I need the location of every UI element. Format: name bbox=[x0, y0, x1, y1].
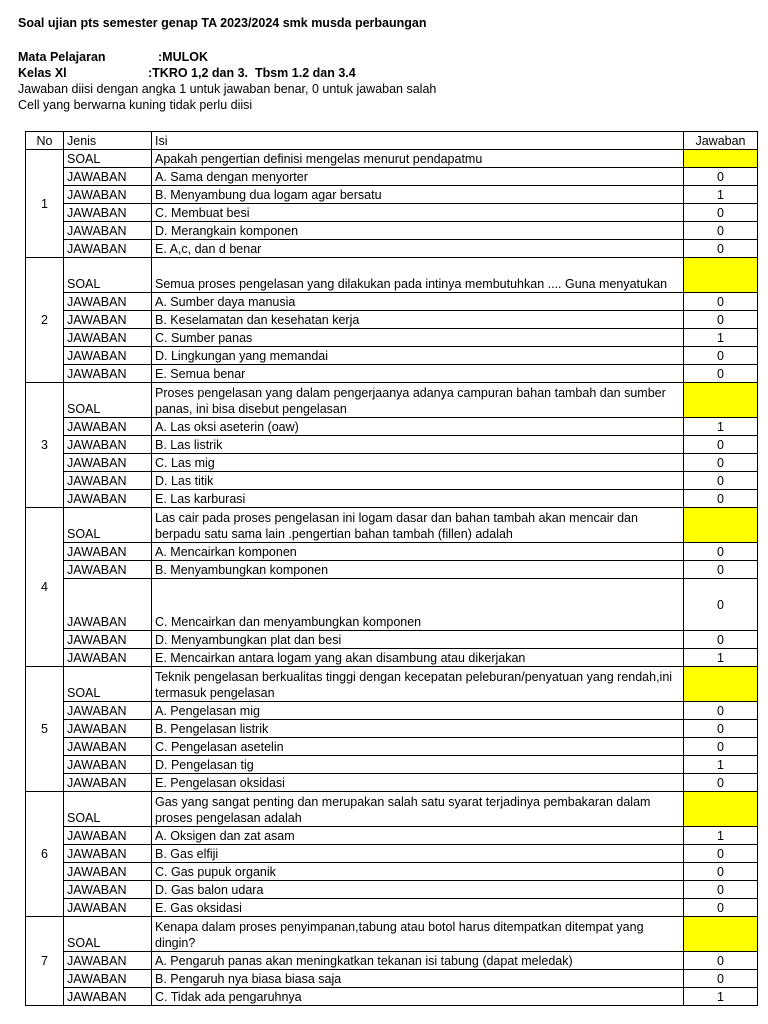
jenis-cell: JAWABAN bbox=[64, 222, 152, 240]
answer-value-cell[interactable]: 0 bbox=[684, 561, 758, 579]
answer-row bbox=[26, 827, 758, 845]
option-text-cell: D. Lingkungan yang memandai bbox=[152, 347, 684, 365]
answer-value-cell[interactable]: 0 bbox=[684, 168, 758, 186]
answer-value-cell[interactable]: 1 bbox=[684, 756, 758, 774]
jenis-cell: JAWABAN bbox=[64, 240, 152, 258]
jenis-cell: SOAL bbox=[64, 508, 152, 543]
option-text-cell: C. Mencairkan dan menyambungkan komponen bbox=[152, 579, 684, 631]
option-text-cell: C. Sumber panas bbox=[152, 329, 684, 347]
highlighted-no-fill-cell bbox=[684, 917, 758, 952]
answer-row bbox=[26, 240, 758, 258]
answer-value-cell[interactable]: 0 bbox=[684, 454, 758, 472]
answer-value-cell[interactable]: 0 bbox=[684, 863, 758, 881]
jenis-cell: JAWABAN bbox=[64, 720, 152, 738]
option-text-cell: E. A,c, dan d benar bbox=[152, 240, 684, 258]
option-text-cell: C. Las mig bbox=[152, 454, 684, 472]
answer-row bbox=[26, 454, 758, 472]
question-text-cell: Las cair pada proses pengelasan ini logam dasar dan bahan tambah akan mencair dan berpadu satu sama lain .pengertian bahan tambah (fillen) adalah bbox=[152, 508, 684, 543]
answer-row bbox=[26, 436, 758, 454]
question-row bbox=[26, 792, 758, 827]
option-text-cell: A. Sumber daya manusia bbox=[152, 293, 684, 311]
jenis-cell: JAWABAN bbox=[64, 365, 152, 383]
answer-row bbox=[26, 720, 758, 738]
jenis-cell: JAWABAN bbox=[64, 827, 152, 845]
answer-value-cell[interactable]: 0 bbox=[684, 774, 758, 792]
jenis-cell: SOAL bbox=[64, 667, 152, 702]
question-row bbox=[26, 667, 758, 702]
answer-value-cell[interactable]: 0 bbox=[684, 311, 758, 329]
answer-row bbox=[26, 418, 758, 436]
jenis-cell: JAWABAN bbox=[64, 293, 152, 311]
answer-row bbox=[26, 204, 758, 222]
class-value: :TKRO 1,2 dan 3. Tbsm 1.2 dan 3.4 bbox=[148, 66, 356, 80]
answer-row bbox=[26, 329, 758, 347]
question-text-cell: Proses pengelasan yang dalam pengerjaanya adanya campuran bahan tambah dan sumber panas, ini bisa disebut pengelasan bbox=[152, 383, 684, 418]
option-text-cell: E. Gas oksidasi bbox=[152, 899, 684, 917]
option-text-cell: D. Pengelasan tig bbox=[152, 756, 684, 774]
jenis-cell: JAWABAN bbox=[64, 543, 152, 561]
document-title: Soal ujian pts semester genap TA 2023/2024 smk musda perbaungan bbox=[18, 16, 427, 30]
answer-row bbox=[26, 579, 758, 631]
jenis-cell: JAWABAN bbox=[64, 988, 152, 1006]
option-text-cell: B. Pengelasan listrik bbox=[152, 720, 684, 738]
highlighted-no-fill-cell bbox=[684, 150, 758, 168]
option-text-cell: D. Las titik bbox=[152, 472, 684, 490]
answer-value-cell[interactable]: 0 bbox=[684, 240, 758, 258]
answer-row bbox=[26, 756, 758, 774]
answer-row bbox=[26, 738, 758, 756]
jenis-cell: JAWABAN bbox=[64, 454, 152, 472]
answer-value-cell[interactable]: 0 bbox=[684, 579, 758, 631]
option-text-cell: E. Semua benar bbox=[152, 365, 684, 383]
question-number-cell: 4 bbox=[26, 508, 64, 667]
jenis-cell: JAWABAN bbox=[64, 347, 152, 365]
jenis-cell: JAWABAN bbox=[64, 631, 152, 649]
answer-value-cell[interactable]: 0 bbox=[684, 472, 758, 490]
question-number-cell: 7 bbox=[26, 917, 64, 1006]
jenis-cell: JAWABAN bbox=[64, 186, 152, 204]
option-text-cell: B. Menyambungkan komponen bbox=[152, 561, 684, 579]
highlighted-no-fill-cell bbox=[684, 792, 758, 827]
question-text-cell: Kenapa dalam proses penyimpanan,tabung atau botol harus ditempatkan ditempat yang dingin? bbox=[152, 917, 684, 952]
answer-value-cell[interactable]: 0 bbox=[684, 347, 758, 365]
question-row bbox=[26, 917, 758, 952]
class-label: Kelas Xl bbox=[18, 66, 67, 80]
option-text-cell: B. Pengaruh nya biasa biasa saja bbox=[152, 970, 684, 988]
answer-row bbox=[26, 472, 758, 490]
answer-row bbox=[26, 988, 758, 1006]
answer-row bbox=[26, 649, 758, 667]
option-text-cell: A. Pengaruh panas akan meningkatkan tekanan isi tabung (dapat meledak) bbox=[152, 952, 684, 970]
answer-value-cell[interactable]: 0 bbox=[684, 631, 758, 649]
answer-row bbox=[26, 702, 758, 720]
jenis-cell: JAWABAN bbox=[64, 899, 152, 917]
answer-value-cell[interactable]: 0 bbox=[684, 365, 758, 383]
answer-row bbox=[26, 490, 758, 508]
jenis-cell: SOAL bbox=[64, 258, 152, 293]
option-text-cell: B. Keselamatan dan kesehatan kerja bbox=[152, 311, 684, 329]
column-header-jenis: Jenis bbox=[64, 132, 152, 150]
instruction-yellow-cells: Cell yang berwarna kuning tidak perlu diisi bbox=[18, 98, 253, 112]
option-text-cell: C. Membuat besi bbox=[152, 204, 684, 222]
option-text-cell: B. Las listrik bbox=[152, 436, 684, 454]
highlighted-no-fill-cell bbox=[684, 258, 758, 293]
jenis-cell: JAWABAN bbox=[64, 418, 152, 436]
exam-table-body bbox=[26, 150, 758, 1006]
answer-value-cell[interactable]: 0 bbox=[684, 222, 758, 240]
jenis-cell: JAWABAN bbox=[64, 311, 152, 329]
instruction-answer-format: Jawaban diisi dengan angka 1 untuk jawaban benar, 0 untuk jawaban salah bbox=[18, 82, 437, 96]
answer-value-cell[interactable]: 0 bbox=[684, 490, 758, 508]
answer-row bbox=[26, 899, 758, 917]
jenis-cell: JAWABAN bbox=[64, 204, 152, 222]
jenis-cell: JAWABAN bbox=[64, 970, 152, 988]
jenis-cell: JAWABAN bbox=[64, 738, 152, 756]
option-text-cell: C. Gas pupuk organik bbox=[152, 863, 684, 881]
jenis-cell: SOAL bbox=[64, 917, 152, 952]
answer-row bbox=[26, 561, 758, 579]
jenis-cell: JAWABAN bbox=[64, 649, 152, 667]
option-text-cell: C. Pengelasan asetelin bbox=[152, 738, 684, 756]
question-text-cell: Semua proses pengelasan yang dilakukan pada intinya membutuhkan .... Guna menyatukan bbox=[152, 258, 684, 293]
column-header-no: No bbox=[26, 132, 64, 150]
answer-row bbox=[26, 543, 758, 561]
option-text-cell: D. Gas balon udara bbox=[152, 881, 684, 899]
highlighted-no-fill-cell bbox=[684, 667, 758, 702]
jenis-cell: JAWABAN bbox=[64, 168, 152, 186]
answer-row bbox=[26, 186, 758, 204]
jenis-cell: SOAL bbox=[64, 150, 152, 168]
question-text-cell: Gas yang sangat penting dan merupakan salah satu syarat terjadinya pembakaran dalam proses pengelasan adalah bbox=[152, 792, 684, 827]
answer-row bbox=[26, 845, 758, 863]
option-text-cell: A. Las oksi aseterin (oaw) bbox=[152, 418, 684, 436]
answer-value-cell[interactable]: 1 bbox=[684, 329, 758, 347]
column-header-jawaban: Jawaban bbox=[684, 132, 758, 150]
jenis-cell: JAWABAN bbox=[64, 490, 152, 508]
option-text-cell: A. Mencairkan komponen bbox=[152, 543, 684, 561]
answer-row bbox=[26, 881, 758, 899]
answer-value-cell[interactable]: 0 bbox=[684, 702, 758, 720]
jenis-cell: JAWABAN bbox=[64, 845, 152, 863]
answer-value-cell[interactable]: 0 bbox=[684, 952, 758, 970]
option-text-cell: A. Oksigen dan zat asam bbox=[152, 827, 684, 845]
jenis-cell: JAWABAN bbox=[64, 952, 152, 970]
jenis-cell: JAWABAN bbox=[64, 702, 152, 720]
option-text-cell: D. Menyambungkan plat dan besi bbox=[152, 631, 684, 649]
exam-table bbox=[25, 131, 758, 1006]
jenis-cell: JAWABAN bbox=[64, 863, 152, 881]
jenis-cell: SOAL bbox=[64, 792, 152, 827]
question-row bbox=[26, 150, 758, 168]
answer-value-cell[interactable]: 1 bbox=[684, 988, 758, 1006]
answer-value-cell[interactable]: 0 bbox=[684, 293, 758, 311]
answer-value-cell[interactable]: 1 bbox=[684, 827, 758, 845]
question-text-cell: Teknik pengelasan berkualitas tinggi dengan kecepatan peleburan/penyatuan yang rendah,ini termasuk pengelasan bbox=[152, 667, 684, 702]
answer-row bbox=[26, 952, 758, 970]
option-text-cell: B. Menyambung dua logam agar bersatu bbox=[152, 186, 684, 204]
jenis-cell: SOAL bbox=[64, 383, 152, 418]
answer-row bbox=[26, 222, 758, 240]
option-text-cell: E. Mencairkan antara logam yang akan disambung atau dikerjakan bbox=[152, 649, 684, 667]
answer-row bbox=[26, 311, 758, 329]
highlighted-no-fill-cell bbox=[684, 383, 758, 418]
jenis-cell: JAWABAN bbox=[64, 472, 152, 490]
jenis-cell: JAWABAN bbox=[64, 579, 152, 631]
answer-row bbox=[26, 970, 758, 988]
answer-value-cell[interactable]: 1 bbox=[684, 186, 758, 204]
question-row bbox=[26, 508, 758, 543]
answer-value-cell[interactable]: 1 bbox=[684, 649, 758, 667]
option-text-cell: B. Gas elfiji bbox=[152, 845, 684, 863]
jenis-cell: JAWABAN bbox=[64, 774, 152, 792]
jenis-cell: JAWABAN bbox=[64, 436, 152, 454]
question-number-cell: 6 bbox=[26, 792, 64, 917]
option-text-cell: A. Sama dengan menyorter bbox=[152, 168, 684, 186]
jenis-cell: JAWABAN bbox=[64, 756, 152, 774]
answer-row bbox=[26, 774, 758, 792]
question-number-cell: 2 bbox=[26, 258, 64, 383]
question-number-cell: 3 bbox=[26, 383, 64, 508]
answer-row bbox=[26, 347, 758, 365]
answer-value-cell[interactable]: 0 bbox=[684, 738, 758, 756]
answer-row bbox=[26, 863, 758, 881]
answer-row bbox=[26, 365, 758, 383]
answer-value-cell[interactable]: 1 bbox=[684, 418, 758, 436]
option-text-cell: E. Pengelasan oksidasi bbox=[152, 774, 684, 792]
answer-value-cell[interactable]: 0 bbox=[684, 881, 758, 899]
answer-row bbox=[26, 293, 758, 311]
answer-value-cell[interactable]: 0 bbox=[684, 845, 758, 863]
answer-value-cell[interactable]: 0 bbox=[684, 970, 758, 988]
question-row bbox=[26, 383, 758, 418]
option-text-cell: E. Las karburasi bbox=[152, 490, 684, 508]
question-number-cell: 5 bbox=[26, 667, 64, 792]
answer-row bbox=[26, 168, 758, 186]
subject-value: :MULOK bbox=[158, 50, 208, 64]
jenis-cell: JAWABAN bbox=[64, 561, 152, 579]
option-text-cell: A. Pengelasan mig bbox=[152, 702, 684, 720]
column-header-isi: Isi bbox=[152, 132, 684, 150]
option-text-cell: C. Tidak ada pengaruhnya bbox=[152, 988, 684, 1006]
question-row bbox=[26, 258, 758, 293]
jenis-cell: JAWABAN bbox=[64, 329, 152, 347]
highlighted-no-fill-cell bbox=[684, 508, 758, 543]
question-text-cell: Apakah pengertian definisi mengelas menurut pendapatmu bbox=[152, 150, 684, 168]
option-text-cell: D. Merangkain komponen bbox=[152, 222, 684, 240]
question-number-cell: 1 bbox=[26, 150, 64, 258]
answer-value-cell[interactable]: 0 bbox=[684, 543, 758, 561]
subject-label: Mata Pelajaran bbox=[18, 50, 106, 64]
answer-value-cell[interactable]: 0 bbox=[684, 436, 758, 454]
jenis-cell: JAWABAN bbox=[64, 881, 152, 899]
answer-row bbox=[26, 631, 758, 649]
table-header-row bbox=[26, 132, 758, 150]
answer-value-cell[interactable]: 0 bbox=[684, 204, 758, 222]
answer-value-cell[interactable]: 0 bbox=[684, 720, 758, 738]
answer-value-cell[interactable]: 0 bbox=[684, 899, 758, 917]
